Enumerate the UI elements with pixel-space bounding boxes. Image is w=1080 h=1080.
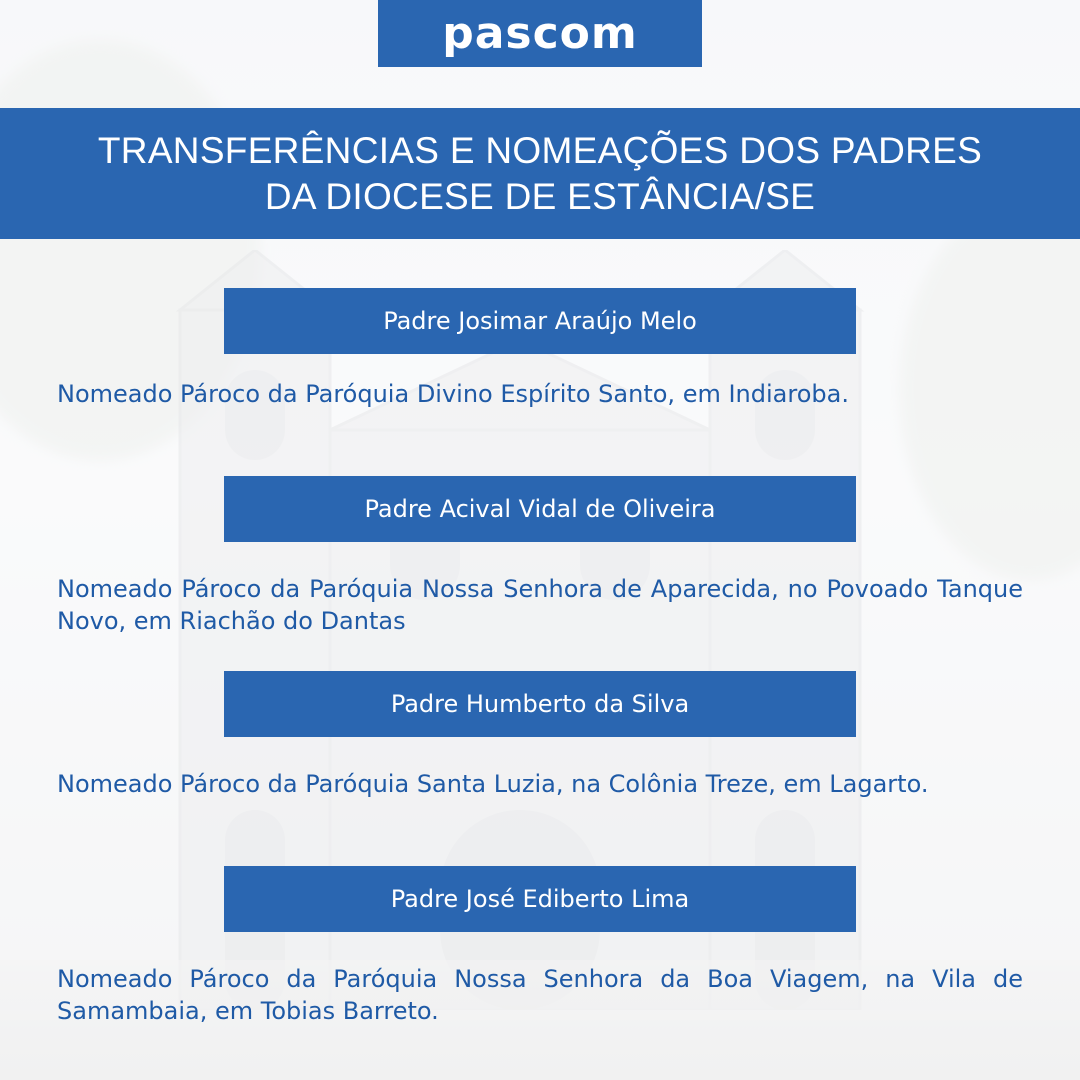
- priest-description: Nomeado Pároco da Paróquia Divino Espírito Santo, em Indiaroba.: [57, 380, 849, 408]
- priest-name-banner: [224, 288, 856, 354]
- priest-name: Padre Humberto da Silva: [390, 690, 690, 718]
- priest-name: Padre José Ediberto Lima: [390, 885, 690, 913]
- page-title: [50, 128, 1030, 220]
- logo-text: pascom: [442, 7, 638, 59]
- title-line-2: DA DIOCESE DE ESTÂNCIA/SE: [264, 175, 816, 217]
- title-line-1: TRANSFERÊNCIAS E NOMEAÇÕES DOS PADRES: [97, 129, 983, 171]
- priest-description: Nomeado Pároco da Paróquia Nossa Senhora de Aparecida, no Povoado Tanque Novo, em Riachão do Dantas: [57, 575, 1023, 635]
- priest-name-banner: [224, 476, 856, 542]
- priest-name-banner: [224, 866, 856, 932]
- priest-name: Padre Acival Vidal de Oliveira: [364, 495, 716, 523]
- title-banner: [0, 108, 1080, 239]
- pascom-logo: [378, 0, 702, 67]
- priest-name: Padre Josimar Araújo Melo: [383, 307, 697, 335]
- priest-description: Nomeado Pároco da Paróquia Nossa Senhora da Boa Viagem, na Vila de Samambaia, em Tobias Barreto.: [57, 965, 1023, 1025]
- priest-description: Nomeado Pároco da Paróquia Santa Luzia, na Colônia Treze, em Lagarto.: [57, 770, 929, 798]
- priest-name-banner: [224, 671, 856, 737]
